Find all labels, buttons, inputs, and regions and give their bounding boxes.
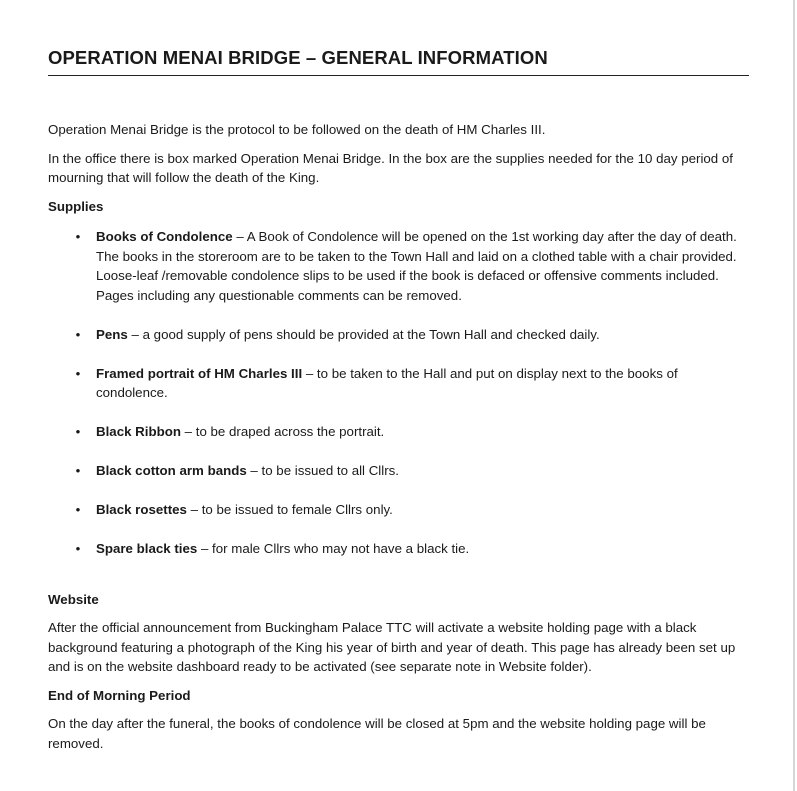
document-content bbox=[48, 46, 749, 753]
supply-item-framed-portrait bbox=[48, 364, 749, 403]
bullet-icon: • bbox=[75, 463, 81, 478]
bullet-icon: • bbox=[75, 502, 81, 517]
supplies-list bbox=[48, 227, 749, 559]
supply-description: – to be taken to the Hall and put on display next to the books of condolence. bbox=[96, 365, 678, 400]
document-title: OPERATION MENAI BRIDGE – GENERAL INFORMATION bbox=[48, 46, 749, 76]
supply-item-black-arm-bands bbox=[48, 461, 749, 481]
supply-description: – to be draped across the portrait. bbox=[180, 424, 385, 439]
supply-item-pens bbox=[48, 325, 749, 345]
end-period-paragraph: On the day after the funeral, the books of condolence will be closed at 5pm and the website holding page will be removed. bbox=[48, 716, 706, 751]
supply-term: Books of Condolence bbox=[96, 229, 233, 244]
bullet-icon: • bbox=[75, 424, 81, 439]
bullet-icon: • bbox=[75, 541, 81, 556]
supply-description: – a good supply of pens should be provided at the Town Hall and checked daily. bbox=[127, 326, 600, 342]
website-paragraph: After the official announcement from Buckingham Palace TTC will activate a website holding page with a black background featuring a photograph of the King his year of birth and year of death. This page has already been set up and is on the website dashboard ready to be activated (see separate note in Website folder). bbox=[48, 620, 736, 674]
supply-term: Black cotton arm bands bbox=[96, 463, 247, 478]
supply-term: Pens bbox=[96, 326, 128, 342]
intro-paragraph-1: Operation Menai Bridge is the protocol to be followed on the death of HM Charles III. bbox=[48, 122, 546, 137]
intro-paragraph-2: In the office there is box marked Operation Menai Bridge. In the box are the supplies needed for the 10 day period of mourning that will follow the death of the King. bbox=[48, 150, 733, 185]
supply-description: – A Book of Condolence will be opened on the 1st working day after the day of death. The books in the storeroom are to be taken to the Town Hall and laid on a clothed table with a chair provided. Loose-leaf /removable condolence slips to be used if the book is defaced or offensive comments included. Pages including any questionable comments can be removed. bbox=[96, 229, 737, 303]
supply-description: – to be issued to female Cllrs only. bbox=[186, 502, 393, 517]
supply-term: Black Ribbon bbox=[96, 424, 181, 439]
supply-item-black-ribbon bbox=[48, 422, 749, 442]
supply-term: Black rosettes bbox=[96, 502, 187, 517]
bullet-icon: • bbox=[75, 365, 81, 381]
supply-term: Spare black ties bbox=[96, 541, 198, 556]
bullet-icon: • bbox=[75, 229, 81, 244]
supply-item-spare-black-ties bbox=[48, 539, 749, 559]
supply-term: Framed portrait of HM Charles III bbox=[96, 365, 303, 381]
supply-description: – for male Cllrs who may not have a black tie. bbox=[197, 541, 470, 556]
bullet-icon: • bbox=[75, 326, 81, 342]
end-period-heading: End of Morning Period bbox=[48, 687, 191, 703]
website-heading: Website bbox=[48, 591, 99, 607]
supply-item-black-rosettes bbox=[48, 500, 749, 520]
supplies-heading: Supplies bbox=[48, 198, 104, 214]
supply-item-books-of-condolence bbox=[48, 227, 749, 305]
supply-description: – to be issued to all Cllrs. bbox=[246, 463, 399, 478]
